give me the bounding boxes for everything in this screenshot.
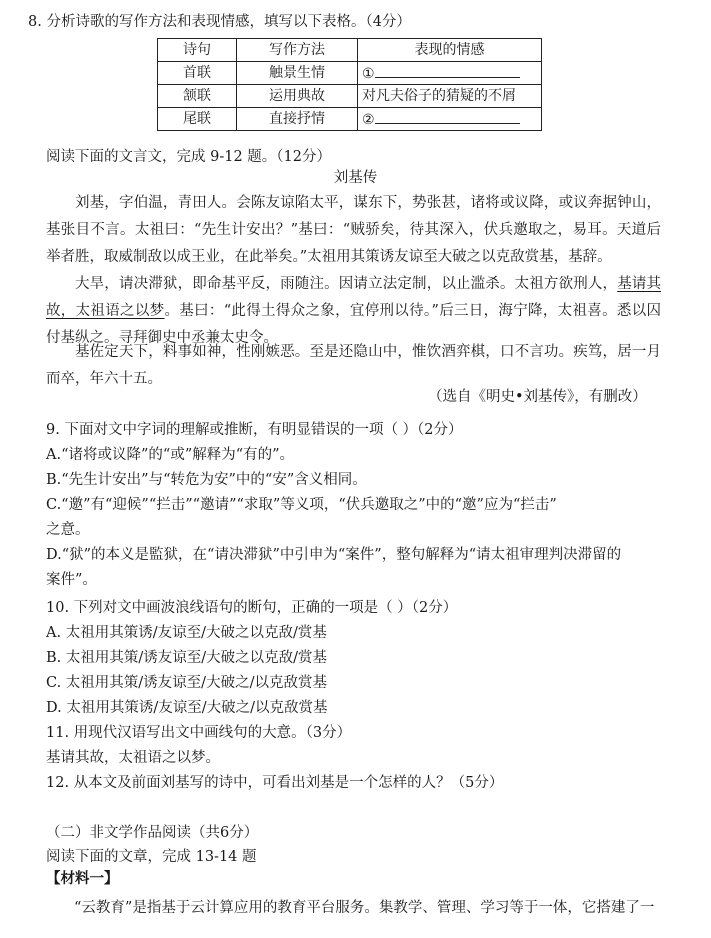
table-row — [158, 85, 542, 108]
passage-paragraph-1: 刘基，字伯温，青田人。会陈友谅陷太平，谋东下，势张甚，诸将或议降，或议奔据钟山，基张目不言。太祖曰：“先生计安出？”基曰：“贼骄矣，待其深入，伏兵邀取之，易耳。天道后举者胜，取威制敌以成王业，在此举矣。”太祖用其策诱友谅至大破之以克敌赏基，基辞。 — [46, 195, 661, 265]
question-8-table — [157, 38, 542, 131]
table-cell: 尾联 — [158, 108, 237, 131]
option-d[interactable]: D. 太祖用其策诱/友谅至/大破之/以克敌赏基 — [46, 700, 328, 716]
table-cell: 运用典故 — [237, 85, 358, 108]
underlined-sentence: 基请其故，太祖语之以梦 — [46, 276, 662, 319]
table-row — [158, 62, 542, 85]
answer-blank-2[interactable] — [358, 108, 542, 131]
option-a[interactable]: A. 太祖用其策诱/友谅至/大破之以克敌/赏基 — [46, 625, 327, 641]
reading-intro: 阅读下面的文言文，完成 9-12 题。（12分） — [46, 149, 331, 165]
question-9-stem: 9. 下面对文中字词的理解或推断，有明显错误的一项（ ）（2分） — [46, 422, 463, 438]
passage-text: 。基曰：“此得土得众之象，宜停刑以待。”后三日，海宁降，太祖喜。悉以囚付基纵之。寻拜御史中丞兼太史令。 — [46, 303, 662, 346]
blank-marker: ② — [362, 112, 375, 128]
table-cell: 对凡夫俗子的猜疑的不屑 — [358, 85, 542, 108]
question-10-stem: 10. 下列对文中画波浪线语句的断句，正确的一项是（ ）（2分） — [46, 600, 458, 616]
question-11-sentence: 基请其故，太祖语之以梦。 — [46, 750, 220, 766]
question-11-stem: 11. 用现代汉语写出文中画线句的大意。（3分） — [46, 725, 352, 741]
option-c[interactable]: C.“邀”有“迎候”“拦击”“邀请”“求取”等义项，“伏兵邀取之”中的“邀”应为“拦击” — [46, 497, 557, 513]
blank-line — [375, 65, 520, 78]
question-10 — [46, 596, 666, 721]
question-12 — [46, 771, 666, 796]
table-header: 诗句 — [158, 39, 237, 62]
question-11 — [46, 721, 666, 771]
option-c[interactable]: C. 太祖用其策/诱友谅至/大破之/以克敌赏基 — [46, 675, 327, 691]
table-row — [158, 108, 542, 131]
option-b[interactable]: B.“先生计安出”与“转危为安”中的“安”含义相同。 — [46, 472, 367, 488]
option-a[interactable]: A.“诸将或议降”的“或”解释为“有的”。 — [46, 447, 295, 463]
option-c-cont: 之意。 — [46, 522, 90, 538]
section-intro: 阅读下面的文章，完成 13-14 题 — [46, 849, 257, 865]
table-cell: 颔联 — [158, 85, 237, 108]
table-header: 表现的情感 — [358, 39, 542, 62]
blank-line — [375, 111, 520, 124]
option-b[interactable]: B. 太祖用其策/诱友谅至/大破之以克敌/赏基 — [46, 650, 328, 666]
question-9 — [46, 418, 666, 593]
table-cell: 首联 — [158, 62, 237, 85]
question-12-stem: 12. 从本文及前面刘基写的诗中，可看出刘基是一个怎样的人？（5分） — [46, 775, 504, 791]
blank-marker: ① — [362, 66, 375, 82]
answer-blank-1[interactable] — [358, 62, 542, 85]
question-8-stem: 8. 分析诗歌的写作方法和表现情感，填写以下表格。（4分） — [28, 14, 411, 30]
option-d-cont: 案件”。 — [46, 572, 97, 588]
passage-source: （选自《明史•刘基传》，有删改） — [428, 389, 647, 405]
section-heading: （二）非文学作品阅读（共6分） — [46, 825, 259, 841]
option-d[interactable]: D.“狱”的本义是監狱，在“请决滞狱”中引申为“案件”，整句解释为“请太祖审理判决滞留的 — [46, 547, 622, 563]
material-paragraph: “云教育”是指基于云计算应用的教育平台服务。集教学、管理、学习等于一体，它搭建了一 — [74, 900, 655, 916]
passage-text: 大旱，请决滞狱，即命基平反，雨随注。因请立法定制，以止滥杀。太祖方欲刑人， — [75, 276, 618, 292]
passage-paragraph-3: 基佐定天下，料事如神，性刚嫉恶。至是还隐山中，惟饮酒弈棋，口不言功。疾笃，居一月而卒，年六十五。 — [46, 344, 661, 387]
table-header: 写作方法 — [237, 39, 358, 62]
table-cell: 触景生情 — [237, 62, 358, 85]
table-header-row — [158, 39, 542, 62]
passage-title: 刘基传 — [333, 170, 378, 186]
table-cell: 直接抒情 — [237, 108, 358, 131]
material-label: 【材料一】 — [46, 870, 119, 887]
